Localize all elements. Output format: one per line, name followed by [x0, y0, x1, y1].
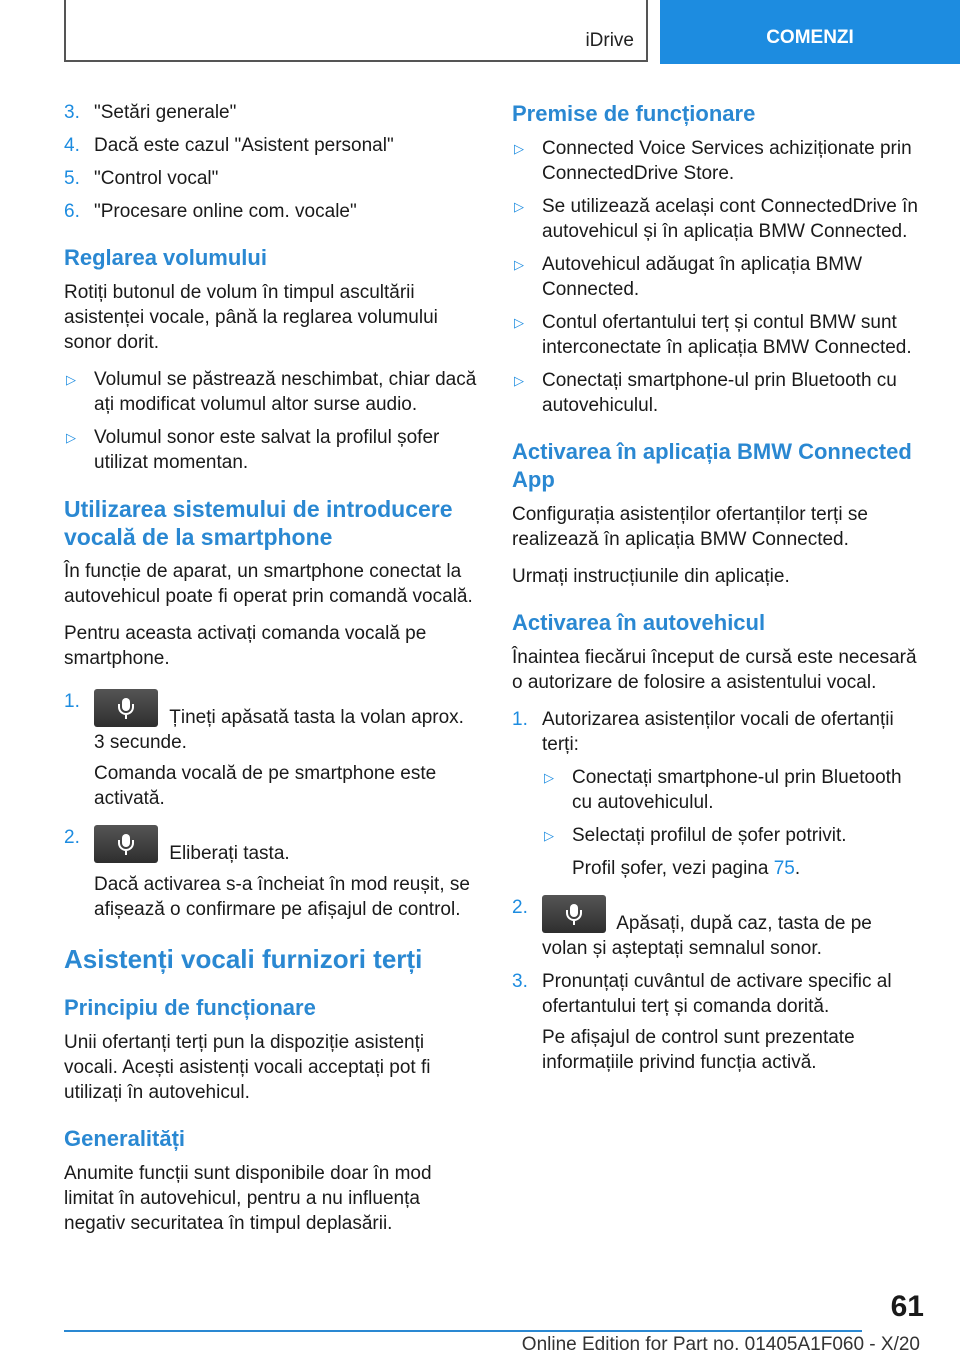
step-number: 6.	[64, 201, 80, 222]
bullet-text: Volumul se păstrează neschimbat, chiar dacă ați modificat volumul altor surse audio.	[94, 369, 477, 415]
voice-key-button	[94, 825, 158, 863]
list-item	[64, 166, 478, 191]
list-item	[64, 689, 478, 811]
general-text: Anumite funcții sunt disponibile doar în mod limitat în autovehicul, pentru a nu influența negativ securitatea în timpul deplasării.	[64, 1163, 432, 1234]
triangle-bullet-icon: ▷	[66, 430, 76, 445]
header-section-title: iDrive	[585, 30, 634, 51]
voice-key-button	[542, 895, 606, 933]
vehicle-activation-heading: Activarea în autovehicul	[512, 610, 766, 635]
edition-text: Online Edition for Part no. 01405A1F060 - X/20	[521, 1334, 920, 1355]
left-column	[64, 100, 478, 1248]
step-text: "Setări generale"	[94, 102, 237, 123]
list-item	[542, 765, 920, 815]
step-text: Țineți apăsată tasta la volan aprox. 3 secunde.	[94, 707, 464, 753]
triangle-bullet-icon: ▷	[514, 373, 524, 388]
list-item	[512, 194, 920, 244]
list-item	[64, 100, 478, 125]
premise-heading: Premise de funcționare	[512, 101, 756, 126]
bullet-text: Conectați smartphone-ul prin Bluetooth cu autovehiculul.	[572, 767, 902, 813]
page-header	[0, 0, 960, 68]
app-text-1: Configurația asistenților ofertanților terți se realizează în aplicația BMW Connected.	[512, 504, 868, 550]
bullet-text: Conectați smartphone-ul prin Bluetooth cu autovehiculul.	[542, 370, 897, 416]
bullet-text: Se utilizează același cont ConnectedDrive în autovehicul și în aplicația BMW Connected.	[542, 196, 918, 242]
list-item	[542, 823, 920, 848]
step-text: "Control vocal"	[94, 168, 219, 189]
page-link[interactable]: 75	[773, 858, 795, 879]
step-note: Pe afișajul de control sunt prezentate informațiile privind funcția activă.	[542, 1027, 855, 1073]
third-party-heading: Asistenți vocali furnizori terți	[64, 944, 423, 974]
list-item	[64, 425, 478, 475]
list-item	[512, 252, 920, 302]
step-text: Dacă este cazul "Asistent personal"	[94, 135, 394, 156]
step-note: Comanda vocală de pe smartphone este activată.	[94, 763, 437, 809]
bullet-text: Connected Voice Services achiziționate prin ConnectedDrive Store.	[542, 138, 912, 184]
triangle-bullet-icon: ▷	[544, 770, 554, 785]
step-note: Dacă activarea s-a încheiat în mod reușit, se afișează o confirmare pe afișajul de control.	[94, 874, 470, 920]
page-footer	[0, 1290, 960, 1362]
list-item	[512, 310, 920, 360]
triangle-bullet-icon: ▷	[544, 828, 554, 843]
list-item	[64, 133, 478, 158]
step-number: 1.	[512, 709, 528, 730]
app-text-2: Urmați instrucțiunile din aplicație.	[512, 566, 790, 587]
triangle-bullet-icon: ▷	[66, 372, 76, 387]
step-text: Pronunțați cuvântul de activare specific al ofertantului terț și comanda dorită.	[542, 971, 892, 1017]
list-item	[512, 136, 920, 186]
bullet-text: Autovehicul adăugat în aplicația BMW Connected.	[542, 254, 863, 300]
step-number: 1.	[64, 691, 80, 712]
list-item	[512, 368, 920, 418]
list-item	[512, 895, 920, 961]
step-number: 3.	[512, 971, 528, 992]
bullet-text: Selectați profilul de șofer potrivit.	[572, 825, 847, 846]
vehicle-text: Înaintea fiecărui început de cursă este necesară o autorizare de folosire a asistentului vocal.	[512, 647, 917, 693]
smartphone-heading: Utilizarea sistemului de introducere vocală de la smartphone	[64, 496, 453, 550]
principle-text: Unii ofertanți terți pun la dispoziție asistenți vocali. Acești asistenți vocali acceptați pot fi utilizați în autovehicul.	[64, 1032, 431, 1103]
step-number: 2.	[512, 897, 528, 918]
principle-heading: Principiu de funcționare	[64, 995, 316, 1020]
list-item	[512, 707, 920, 881]
smartphone-text-1: În funcție de aparat, un smartphone conectat la autovehicul poate fi operat prin comandă vocală.	[64, 561, 473, 607]
bullet-text: Volumul sonor este salvat la profilul șofer utilizat momentan.	[94, 427, 440, 473]
list-item	[64, 367, 478, 417]
app-activation-heading: Activarea în aplicația BMW Connected App	[512, 439, 912, 492]
step-text: Autorizarea asistenților vocali de ofertanții terți:	[542, 709, 894, 755]
voice-key-button	[94, 689, 158, 727]
header-chapter-tab: COMENZI	[660, 0, 960, 64]
step-text: Eliberați tasta.	[169, 843, 290, 864]
general-heading: Generalități	[64, 1126, 186, 1151]
list-item	[64, 199, 478, 224]
step-text: "Procesare online com. vocale"	[94, 201, 357, 222]
bullet-text: Contul ofertantului terț și contul BMW sunt interconectate în aplicația BMW Connected.	[542, 312, 912, 358]
step-number: 4.	[64, 135, 80, 156]
step-number: 5.	[64, 168, 80, 189]
smartphone-text-2: Pentru aceasta activați comanda vocală pe smartphone.	[64, 623, 427, 669]
triangle-bullet-icon: ▷	[514, 315, 524, 330]
step-number: 2.	[64, 827, 80, 848]
right-column	[512, 100, 920, 1083]
list-item	[512, 969, 920, 1075]
profile-reference: Profil șofer, vezi pagina 75.	[572, 858, 801, 879]
step-text: Apăsați, după caz, tasta de pe volan și așteptați semnalul sonor.	[542, 913, 872, 959]
volume-text: Rotiți butonul de volum în timpul ascultării asistenței vocale, până la reglarea volumului sonor dorit.	[64, 282, 438, 353]
step-number: 3.	[64, 102, 80, 123]
list-item	[64, 825, 478, 922]
triangle-bullet-icon: ▷	[514, 257, 524, 272]
triangle-bullet-icon: ▷	[514, 141, 524, 156]
header-frame	[64, 0, 648, 62]
triangle-bullet-icon: ▷	[514, 199, 524, 214]
volume-heading: Reglarea volumului	[64, 245, 267, 270]
page-number: 61	[890, 1290, 924, 1323]
footer-divider	[64, 1330, 862, 1332]
